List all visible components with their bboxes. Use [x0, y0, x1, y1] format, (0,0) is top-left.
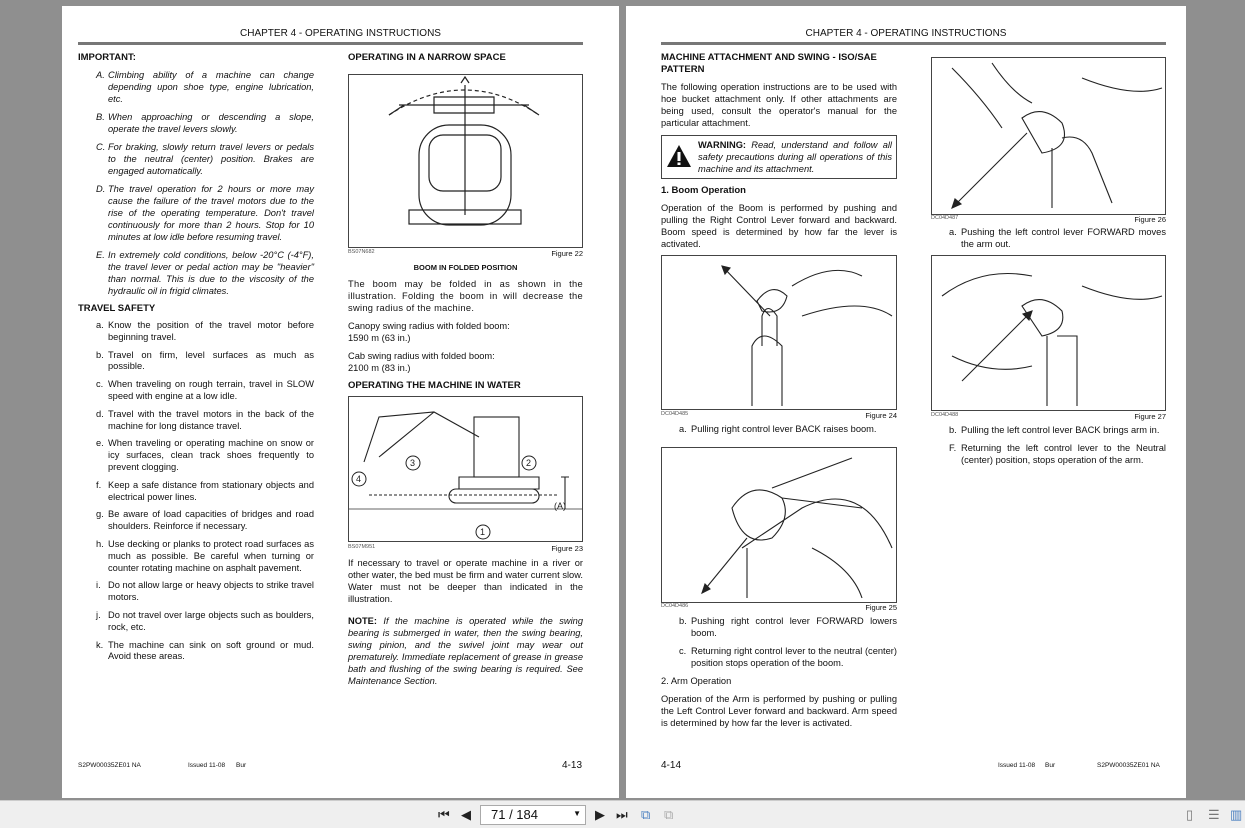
list-item [96, 69, 314, 105]
first-page-button[interactable]: ⏮ [438, 807, 450, 822]
cab-radius-label: Cab swing radius with folded boom: [348, 351, 495, 361]
list-item [96, 111, 314, 135]
figure-26-caption [931, 215, 1166, 224]
hand-lever-illustration [932, 58, 1165, 214]
item-marker: E. [96, 250, 105, 260]
item-text: Know the position of the travel motor before beginning travel. [108, 320, 314, 342]
header-rule [78, 42, 583, 45]
list-item [96, 509, 314, 533]
boom-steps [661, 615, 897, 735]
important-heading: IMPORTANT: [78, 52, 136, 63]
list-item [96, 379, 314, 403]
list-item [96, 610, 314, 634]
header-rule [661, 42, 1166, 45]
footer-issued: Issued 11-08 [998, 762, 1036, 769]
item-marker: a. [679, 424, 687, 434]
footer-bur: Bur [1045, 762, 1056, 769]
figure-24-lever-back [661, 255, 897, 410]
item-text: When traveling or operating machine on snow or icy surfaces, clean track shoes frequently to prevent clogging. [108, 438, 314, 472]
item-marker: c. [96, 379, 104, 390]
excavator-in-water-illustration [349, 397, 582, 541]
boom-step-a [661, 423, 897, 441]
arm-step-a [931, 226, 1166, 256]
chapter-header: CHAPTER 4 - OPERATING INSTRUCTIONS [240, 28, 441, 39]
travel-safety-heading: TRAVEL SAFETY [78, 303, 156, 314]
figure-code: DC04D487 [931, 215, 959, 221]
narrow-space-paragraph: The boom may be folded in as shown in the illustration. Folding the boom in will decrease the swing radius of the machine. [348, 279, 583, 313]
item-marker: f. [96, 479, 102, 490]
figure-code: DC04D485 [661, 411, 689, 417]
callout-1: 1 [480, 527, 486, 537]
previous-page-button[interactable]: ◀ [461, 807, 471, 822]
list-item [96, 480, 314, 504]
narrow-space-heading: OPERATING IN A NARROW SPACE [348, 52, 506, 63]
list-item [96, 539, 314, 574]
item-marker: b. [96, 349, 104, 360]
item-text: Be aware of load capacities of bridges and road shoulders. Reinforce if necessary. [108, 509, 314, 532]
figure-22-boom-folded [348, 74, 583, 248]
item-marker: k. [96, 639, 104, 650]
next-page-button[interactable]: ▶ [595, 807, 605, 822]
item-marker: B. [96, 112, 105, 122]
hand-lever-illustration [662, 448, 896, 602]
item-marker: h. [96, 538, 104, 549]
item-text: Use decking or planks to protect road surfaces as much as possible. Be careful when turning or counter rotating machine on asphalt pavement. [108, 538, 314, 573]
item-marker: C. [96, 142, 106, 152]
figure-25-lever-forward [661, 447, 897, 603]
arm-steps [931, 424, 1166, 472]
item-marker: b. [679, 616, 687, 626]
boom-folded-caption: BOOM IN FOLDED POSITION [413, 263, 518, 272]
item-text: Returning right control lever to the neutral (center) position stops operation of the boom. [691, 646, 897, 668]
continuous-view-icon[interactable]: ☰ [1208, 807, 1220, 822]
figure-label: Figure 26 [1134, 215, 1166, 224]
excavator-top-view-illustration [349, 75, 582, 247]
viewer-toolbar [0, 800, 1245, 828]
item-text: Pushing right control lever FORWARD lowers boom. [691, 616, 897, 638]
item-marker: i. [96, 580, 101, 591]
list-item [96, 640, 314, 664]
left-column [661, 52, 897, 256]
figure-label: Figure 22 [551, 249, 583, 258]
item-text: Pushing the left control lever FORWARD moves the arm out. [961, 227, 1166, 249]
callout-4: 4 [356, 474, 362, 484]
list-item [96, 183, 314, 243]
boom-operation-text: Operation of the Boom is performed by pushing and pulling the Right Control Lever forward and backward. Boom speed is determined by how far the lever is activated. [661, 203, 897, 249]
figure-code: DC04D486 [661, 603, 689, 609]
narrow-space-text [348, 262, 583, 397]
item-marker: e. [96, 438, 104, 449]
list-item [96, 580, 314, 604]
figure-26-left-lever-forward [931, 57, 1166, 215]
callout-2: 2 [526, 458, 532, 468]
chevron-down-icon[interactable]: ▼ [573, 809, 581, 818]
single-page-view-icon[interactable]: ▯ [1186, 807, 1194, 822]
two-page-view-icon[interactable]: ▥ [1230, 807, 1243, 822]
footer-bur: Bur [236, 762, 247, 769]
section-heading: MACHINE ATTACHMENT AND SWING - ISO/SAE PATTERN [661, 52, 877, 75]
copy-page-icon[interactable]: ⧉ [641, 807, 651, 822]
list-item [96, 141, 314, 177]
item-text: Pulling the left control lever BACK brings arm in. [961, 425, 1160, 435]
figure-23-water-depth [348, 396, 583, 542]
boom-operation-heading: 1. Boom Operation [661, 185, 746, 196]
item-marker: b. [949, 425, 957, 435]
figure-label: Figure 23 [551, 544, 583, 553]
hand-lever-illustration [662, 256, 896, 409]
warning-text: Read, understand and follow all safety precautions during all operations of this machine and its attachment. [698, 140, 892, 174]
item-marker: j. [96, 609, 101, 620]
item-marker: A. [96, 70, 105, 80]
water-heading: OPERATING THE MACHINE IN WATER [348, 380, 521, 391]
item-text: Pulling right control lever BACK raises boom. [691, 424, 877, 434]
footer-issued: Issued 11-08 [188, 762, 226, 769]
figure-label: Figure 24 [865, 411, 897, 420]
figure-22-caption [348, 249, 583, 258]
item-marker: c. [679, 646, 687, 656]
item-text: When traveling on rough terrain, travel in SLOW speed with engine at a low idle. [108, 379, 314, 401]
intro-paragraph: The following operation instructions are to be used with hoe bucket attachment only. If other attachments are being used, consult the operator's manual for the particular attachment. [661, 82, 897, 128]
item-text: In extremely cold conditions, below -20°C (-4°F), the travel lever or pedal action may be "heavier" than normal. This is due to the viscosity of the hydraulic oil in frigid climates. [108, 250, 314, 296]
paste-page-icon[interactable]: ⧉ [664, 807, 674, 822]
water-paragraph: If necessary to travel or operate machine in a river or other water, the bed must be firm and water current slow. Water must not be deeper than indicated in the illustration. [348, 558, 583, 604]
page-number-input[interactable] [480, 805, 586, 825]
item-text: Travel with the travel motors in the back of the machine for long distance travel. [108, 408, 314, 431]
list-item [96, 438, 314, 473]
item-marker: a. [949, 227, 957, 237]
left-page [62, 6, 619, 798]
item-marker: g. [96, 509, 104, 520]
footer-doc-code: S2PW00035ZE01 NA [78, 762, 141, 769]
figure-23-caption [348, 544, 583, 553]
warning-triangle-icon [666, 143, 692, 169]
page-number: 4-14 [661, 760, 682, 771]
figure-label: Figure 27 [1134, 412, 1166, 421]
hand-lever-illustration [932, 256, 1165, 410]
note-text: If the machine is operated while the swing bearing is submerged in water, then the swing bearing, swing pinion, and the swivel joint may wear out prematurely. Immediate replacement of grease in grease bath and flushing of the swing bearing is required. See Maintenance Section. [348, 616, 583, 686]
cab-radius-value: 2100 m (83 in.) [348, 363, 411, 373]
item-text: Keep a safe distance from stationary objects and electrical power lines. [108, 479, 314, 502]
list-item [96, 249, 314, 297]
chapter-header: CHAPTER 4 - OPERATING INSTRUCTIONS [805, 28, 1007, 39]
item-text: When approaching or descending a slope, operate the travel levers slowly. [108, 112, 314, 134]
warning-box [661, 135, 897, 179]
figure-code: BS07N682 [348, 249, 375, 255]
list-item [96, 320, 314, 344]
item-text: For braking, slowly return travel levers or pedals to the neutral (center) position. Brakes are engaged automatically. [108, 142, 314, 176]
last-page-button[interactable]: ⏭ [616, 807, 628, 822]
water-text [348, 557, 583, 693]
item-text: Returning the left control lever to the Neutral (center) position, stops operation of the arm. [961, 443, 1166, 465]
page-indicator: 71 / 184 [491, 807, 538, 822]
right-page [626, 6, 1186, 798]
page-number: 4-13 [562, 760, 583, 771]
figure-27-caption [931, 412, 1166, 421]
item-marker: d. [96, 408, 104, 419]
figure-code: DC04D488 [931, 412, 959, 418]
warning-label: WARNING: [698, 140, 747, 150]
arm-operation-text: Operation of the Arm is performed by pushing or pulling the Left Control Lever forward and backward. Arm speed is determined by how far the lever is activated. [661, 694, 897, 728]
right-column [348, 52, 583, 69]
item-text: Do not travel over large objects such as boulders, rock, etc. [108, 609, 314, 632]
item-text: The travel operation for 2 hours or more may cause the failure of the travel motors due to the rise of the operating temperature. Don't travel continuously for more than 2 hours. Stop for 10 minutes at low idle before resuming travel. [108, 184, 314, 242]
callout-3: 3 [410, 458, 416, 468]
figure-27-left-lever-back [931, 255, 1166, 411]
item-text: Do not allow large or heavy objects to strike travel motors. [108, 580, 314, 603]
figure-code: BS07M951 [348, 544, 376, 550]
canopy-radius-value: 1590 m (63 in.) [348, 333, 411, 343]
item-text: Climbing ability of a machine can change depending upon shoe type, engine lubrication, etc. [108, 70, 314, 104]
arm-operation-heading: 2. Arm Operation [661, 676, 732, 686]
item-text: The machine can sink on soft ground or mud. Avoid these areas. [108, 639, 314, 662]
item-marker: D. [96, 184, 106, 194]
callout-a: (A) [554, 501, 566, 511]
canopy-radius-label: Canopy swing radius with folded boom: [348, 321, 510, 331]
note-label: NOTE: [348, 616, 377, 626]
left-column [78, 52, 314, 669]
list-item [96, 409, 314, 433]
figure-25-caption [661, 603, 897, 612]
list-item [96, 350, 314, 374]
figure-label: Figure 25 [865, 603, 897, 612]
item-marker: a. [96, 320, 104, 330]
figure-24-caption [661, 411, 897, 420]
item-marker: F. [949, 443, 957, 453]
item-text: Travel on firm, level surfaces as much as possible. [108, 349, 314, 372]
footer-doc-code: S2PW00035ZE01 NA [1097, 762, 1160, 769]
